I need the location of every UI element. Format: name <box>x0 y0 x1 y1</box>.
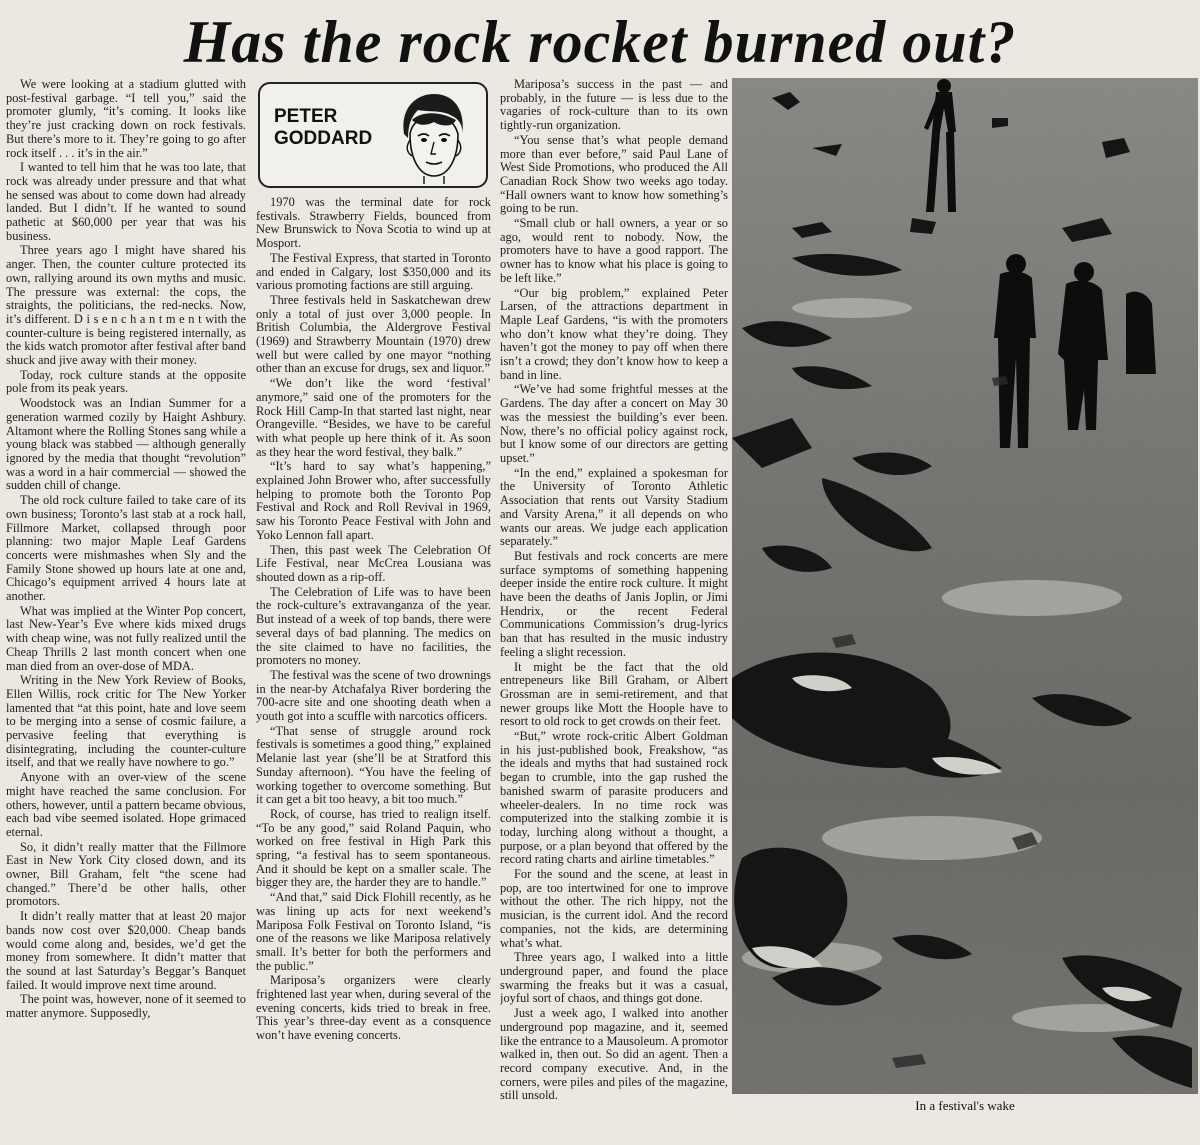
article-paragraph: 1970 was the terminal date for rock festivals. Strawberry Fields, bounced from New Brunswick to Nova Scotia to wind up at Mosport. <box>256 195 491 251</box>
article-paragraph: The Festival Express, that started in Toronto and ended in Calgary, lost $350,000 and its various promoting factions are still arguing. <box>256 250 491 293</box>
article-column-1 <box>6 78 246 1138</box>
article-column-2 <box>256 78 491 1138</box>
article-paragraph: “Our big problem,” explained Peter Larsen, of the attractions department in Maple Leaf Gardens, “is with the promoters who don’t know what they’re doing. They haven’t got the money to pay off when there isn’t a crowd; they don’t know how to keep a band in line. <box>500 285 728 382</box>
headline: Has the rock rocket burned out? <box>183 9 1017 75</box>
article-paragraph: “But,” wrote rock-critic Albert Goldman in his just-published book, Freakshow, “as the ideals and myths that had sustained rock began to crumble, into the gap rushed the banished swarm of parasite producers and wheeler-dealers. In no time rock was computerized into the stalking zombie it is today, lurching along without a thought, a purpose, or a plan beyond that offered by the record rating charts and airline timetables.” <box>500 729 728 867</box>
article-paragraph: “Small club or hall owners, a year or so ago, would rent to nobody. Now, the promoters have to have a good rapport. The owner has to know what his place is going to be left like.” <box>500 216 728 285</box>
article-paragraph: But festivals and rock concerts are mere surface symptoms of something happening deeper inside the entire rock culture. It might have been the deaths of Janis Joplin, or Jimi Hendrix, or the recent Federal Communications Commission’s drug-lyrics ban that has resulted in the music industry feeling a slight recession. <box>500 548 728 659</box>
article-paragraph: Mariposa’s organizers were clearly frightened last year when, during several of the evening concerts, kids tried to break in free. This year’s three-day event as a consquence won’t have evening concerts. <box>256 973 491 1043</box>
article-paragraph: Three years ago, I walked into a little underground paper, and found the place swarming the freaks but it was a casual, joyful sort of chaos, and things got done. <box>500 950 728 1006</box>
article-paragraph: For the sound and the scene, at least in pop, are too intertwined for one to improve without the other. The rich hippy, not the musician, is the current idol. And the record companies, not the kids, are determining what’s what. <box>500 867 728 950</box>
article-paragraph: The festival was the scene of two drownings in the near-by Atchafalya River bordering the 700-acre site and one shooting death when a youth got into a scuffle with narcotics officers. <box>256 667 491 724</box>
article-paragraph: The Celebration of Life was to have been the rock-culture’s extravanganza of the year. But instead of a week of top bands, there were several days of bad planning. The medics on the site claimed to have no facilities, the promoters no money. <box>256 584 491 668</box>
festival-aftermath-photo <box>732 78 1198 1094</box>
article-paragraph: We were looking at a stadium glutted with post-festival garbage. “I tell you,” said the promoter glumly, “it’s coming. It looks like they’re just cracking down on rock festivals. But there’s more to it. They’re going to go after rock itself . . . it’s in the air.” <box>6 78 246 160</box>
article-paragraph: Three years ago I might have shared his anger. Then, the counter culture protected its own, rallying around its own myths and music. The pressure was external: the cops, the straights, the politicians, the red-necks. Now, it’s different. D i s e n c h a n t m e n t with the counter-culture is being registered internally, as the kids watch promotor after festival after band shuck and jive away with their money. <box>6 243 246 368</box>
article-paragraph: “We’ve had some frightful messes at the Gardens. The day after a concert on May 30 was the messiest the building’s ever been. Now, there’s no official policy against rock, but I know some of our directors are getting upset.” <box>500 382 728 465</box>
article-paragraph: The old rock culture failed to take care of its own business; Toronto’s last stab at a rock hall, Fillmore Market, collapsed through poor planning: two major Maple Leaf Gardens concerts were mishmashes when Sly and the Family Stone showed up hours late at one and, Chicago’s equipment arrived 4 hours late at another. <box>6 493 246 604</box>
article-paragraph: Anyone with an over-view of the scene might have reached the same conclusion. For others, however, until a pattern became obvious, each bad vibe seemed isolated. Hope grimaced eternal. <box>6 770 246 839</box>
article-column-3 <box>500 78 728 1138</box>
article-paragraph: “That sense of struggle around rock festivals is sometimes a good thing,” explained Melanie last year (she’ll be at Stratford this Sunday afternoon). “You have the feeling of working together to overcome something. But it can get a bit too heavy, a bit too much.” <box>256 723 491 807</box>
article-paragraph: Rock, of course, has tried to realign itself. “To be any good,” said Roland Paquin, who worked on free festival in High Park this spring, “a festival has to seem spontaneous. And it should be kept on a smaller scale. The bigger they are, the harder they are to handle.” <box>256 806 491 890</box>
byline-name: PETER GODDARD <box>274 106 373 149</box>
article-paragraph: Woodstock was an Indian Summer for a generation warmed cozily by Haight Ashbury. Altamont where the Rolling Stones sang while a young black was stabbed — although generally ignored by the media that thought “revolution” was a word in a hair commercial — showed the sudden chill of change. <box>6 396 246 493</box>
article-paragraph: Today, rock culture stands at the opposite pole from its peak years. <box>6 367 246 396</box>
byline-box <box>258 82 488 188</box>
article-paragraph: “In the end,” explained a spokesman for the University of Toronto Athletic Association that rents out Varsity Stadium and Varsity Arena,” it all depends on who wants our areas. We judge each application separately.” <box>500 465 728 549</box>
article-paragraph: What was implied at the Winter Pop concert, last New-Year’s Eve where kids mixed drugs with cheap wine, was not fully realized until the Cheap Thrills 2 last month concert when one man died from an over-dose of MDA. <box>6 603 246 673</box>
article-paragraph: Then, this past week The Celebration Of Life Festival, near McCrea Lousiana was shouted down as a rip-off. <box>256 542 491 584</box>
article-paragraph: “It’s hard to say what’s happening,” explained John Brower who, after successfully helping to promote both the Toronto Pop Festival and Rock and Roll Revival in 1969, saw his Toronto Peace Festival with John and Yoko Lennon fall apart. <box>256 459 491 542</box>
author-portrait-drawing <box>394 90 472 184</box>
article-paragraph: It might be the fact that the old entrepeneurs like Bill Graham, or Albert Grossman are in semi-retirement, and that newer groups like Mott the Hoople have to resort to old rock to get crowds on their feet. <box>500 659 728 729</box>
article-paragraph: The point was, however, none of it seemed to matter anymore. Supposedly, <box>6 992 246 1021</box>
article-paragraph: Just a week ago, I walked into another underground pop magazine, and it, seemed like the entrance to a Mausoleum. A promotor walked in, then out. So did an agent. Then a record company executive. And, in the corners, were piles and piles of the magazine, still unsold. <box>500 1006 728 1103</box>
article-paragraph: Three festivals held in Saskatchewan drew only a total of just over 3,000 people. In British Columbia, the Aldergrove Festival (1969) and Strawberry Mountain (1970) drew well but were called by one mayor “nothing other than an excuse for drugs, sex and liquor.” <box>256 292 491 376</box>
article-paragraph: Mariposa’s success in the past — and probably, in the future — is less due to the vagaries of rock-culture than to its own tightly-run organization. <box>500 78 728 133</box>
article-paragraph: So, it didn’t really matter that the Fillmore East in New York City closed down, and its owner, Bill Graham, felt “the scene had changed.” There’d be other halls, other promotors. <box>6 839 246 909</box>
article-paragraph: Writing in the New York Review of Books, Ellen Willis, rock critic for The New Yorker lamented that “at this point, hate and love seem to be merging into a sense of cosmic failure, a pervasive feeling that everything is disintegrating, including the counter-culture itself, and that we really have nowhere to go.” <box>6 673 246 770</box>
article-paragraph: “We don’t like the word ‘festival’ anymore,” said one of the promoters for the Rock Hill Camp-In that started last night, near Orangeville. “Besides, we have to be careful with what people up here think of it. As soon as they hear the word festival, they balk.” <box>256 376 491 459</box>
photo-caption: In a festival's wake <box>915 1098 1015 1113</box>
article-paragraph: “And that,” said Dick Flohill recently, as he was lining up acts for next weekend’s Mariposa Folk Festival on Toronto Island, “is one of the reasons we like Mariposa relatively small. It’s better for both the performers and the public.” <box>256 890 491 973</box>
article-paragraph: I wanted to tell him that he was too late, that rock was already under pressure and that what he sensed was about to come down had already landed. But I didn’t. If he wanted to sound pathetic at $60,000 per year that was his business. <box>6 160 246 243</box>
article-paragraph: It didn’t really matter that at least 20 major bands now cost over $20,000. Cheap bands would come along and, besides, we’d get the money from somewhere. It didn’t matter that the sound at last Saturday’s Beggar’s Banquet failed. It would improve next time around. <box>6 909 246 992</box>
article-paragraph: “You sense that’s what people demand more than ever before,” said Paul Lane of West Side Promotions, who produced the All Canadian Rock Show two weeks ago today. “Hall owners want to know how something’s going to be run. <box>500 132 728 216</box>
